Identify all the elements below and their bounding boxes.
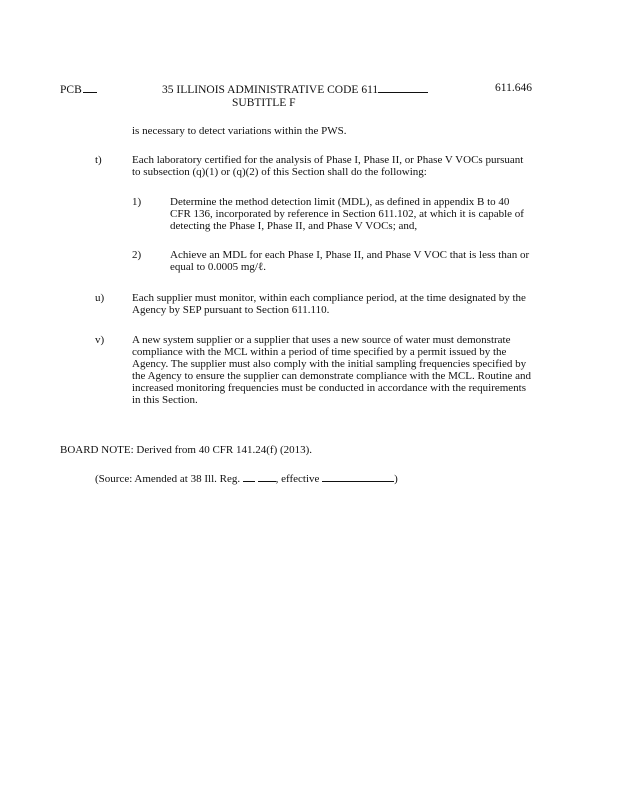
subsection-u-text: Each supplier must monitor, within each compliance period, at the time designated by the Agency by SEP pursuant to Section 611.110. — [132, 292, 526, 316]
source-blank-page — [258, 472, 276, 482]
source-note — [95, 472, 535, 485]
header-blank — [83, 82, 97, 93]
source-blank-volume — [243, 472, 255, 482]
subsection-u-label: u) — [95, 292, 105, 304]
header-title-underline — [378, 82, 428, 93]
board-note: BOARD NOTE: Derived from 40 CFR 141.24(f) (2013). — [60, 444, 313, 456]
subsection-t-item-2-text: Achieve an MDL for each Phase I, Phase II, and Phase V VOC that is less than or equal to 0.0005 mg/ℓ. — [170, 249, 530, 273]
subsection-t-label: t) — [95, 154, 102, 166]
source-suffix: ) — [394, 473, 398, 485]
header-agency: PCB — [60, 82, 97, 97]
subsection-t-item-1-label: 1) — [132, 196, 142, 208]
source-prefix: (Source: Amended at 38 Ill. Reg. — [95, 473, 241, 485]
source-blank-date — [322, 472, 394, 482]
subsection-v-label: v) — [95, 334, 105, 346]
subsection-t-text: Each laboratory certified for the analysis of Phase I, Phase II, or Phase V VOCs pursuant to subsection (q)(1) or (q)(2) of this Section shall do the following: — [132, 154, 524, 178]
header-title — [162, 82, 452, 110]
continuation-paragraph: is necessary to detect variations within the PWS. — [132, 125, 347, 137]
header-subtitle: SUBTITLE F — [232, 97, 296, 109]
header-section-number: 611.646 — [495, 82, 532, 94]
subsection-v-text: A new system supplier or a supplier that uses a new source of water must demonstrate compliance with the MCL within a period of time specified by a permit issued by the Agency. The supplier must also comply with the initial sampling frequencies specified by the Agency to ensure the supplier can demonstrate compliance with the MCL. Routine and increased monitoring frequencies must be conducted in accordance with the requirements in this Section. — [132, 334, 531, 406]
source-middle: , effective — [275, 473, 320, 485]
header-code-title: 35 ILLINOIS ADMINISTRATIVE CODE 611 — [162, 84, 379, 96]
subsection-t-item-1-text: Determine the method detection limit (MDL), as defined in appendix B to 40 CFR 136, incorporated by reference in Section 611.102, at which it is capable of detecting the Phase I, Phase II, and Phase V VOCs; and, — [170, 196, 524, 232]
subsection-t-item-2-label: 2) — [132, 249, 142, 261]
